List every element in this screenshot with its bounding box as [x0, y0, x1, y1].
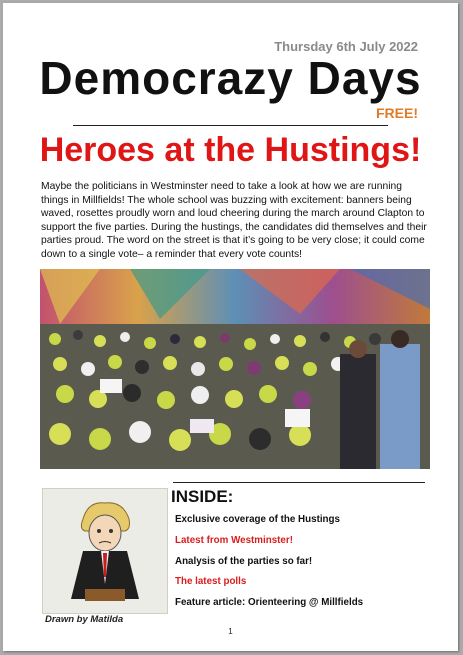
- inside-item: Feature article: Orienteering @ Millfields: [175, 597, 364, 609]
- inside-heading: INSIDE:: [171, 487, 234, 506]
- cartoon-drawing: [42, 488, 168, 614]
- inside-item: Exclusive coverage of the Hustings: [175, 514, 340, 525]
- article-headline: Heroes at the Hustings!: [39, 131, 422, 169]
- newsletter-page: [3, 3, 458, 651]
- price-label: FREE!: [376, 105, 418, 121]
- inside-list: [175, 513, 363, 617]
- masthead-title: Democrazy Days: [39, 52, 422, 104]
- article-body: Maybe the politicians in Westminster need to take a look at how we are running things in Millfields! The whole school was buzzing with excitement: banners being waved, rosettes proudly worn and loud cheering during the march around Clapton to support the five parties. During the hustings, the candidates did themselves and their parties proud. The word on the street is that it’s going to be very close; it could come down to a single vote– a reminder that every vote counts!: [41, 181, 427, 260]
- page-number: 1: [228, 627, 233, 636]
- inside-item: Analysis of the parties so far!: [175, 555, 313, 567]
- masthead-divider: [73, 125, 388, 126]
- inside-divider: [173, 482, 425, 483]
- issue-date: Thursday 6th July 2022: [274, 39, 418, 54]
- hustings-photo: [40, 269, 430, 469]
- inside-item: Latest from Westminster!: [175, 534, 293, 546]
- drawing-caption: Drawn by Matilda: [45, 614, 124, 625]
- inside-item: The latest polls: [175, 576, 247, 588]
